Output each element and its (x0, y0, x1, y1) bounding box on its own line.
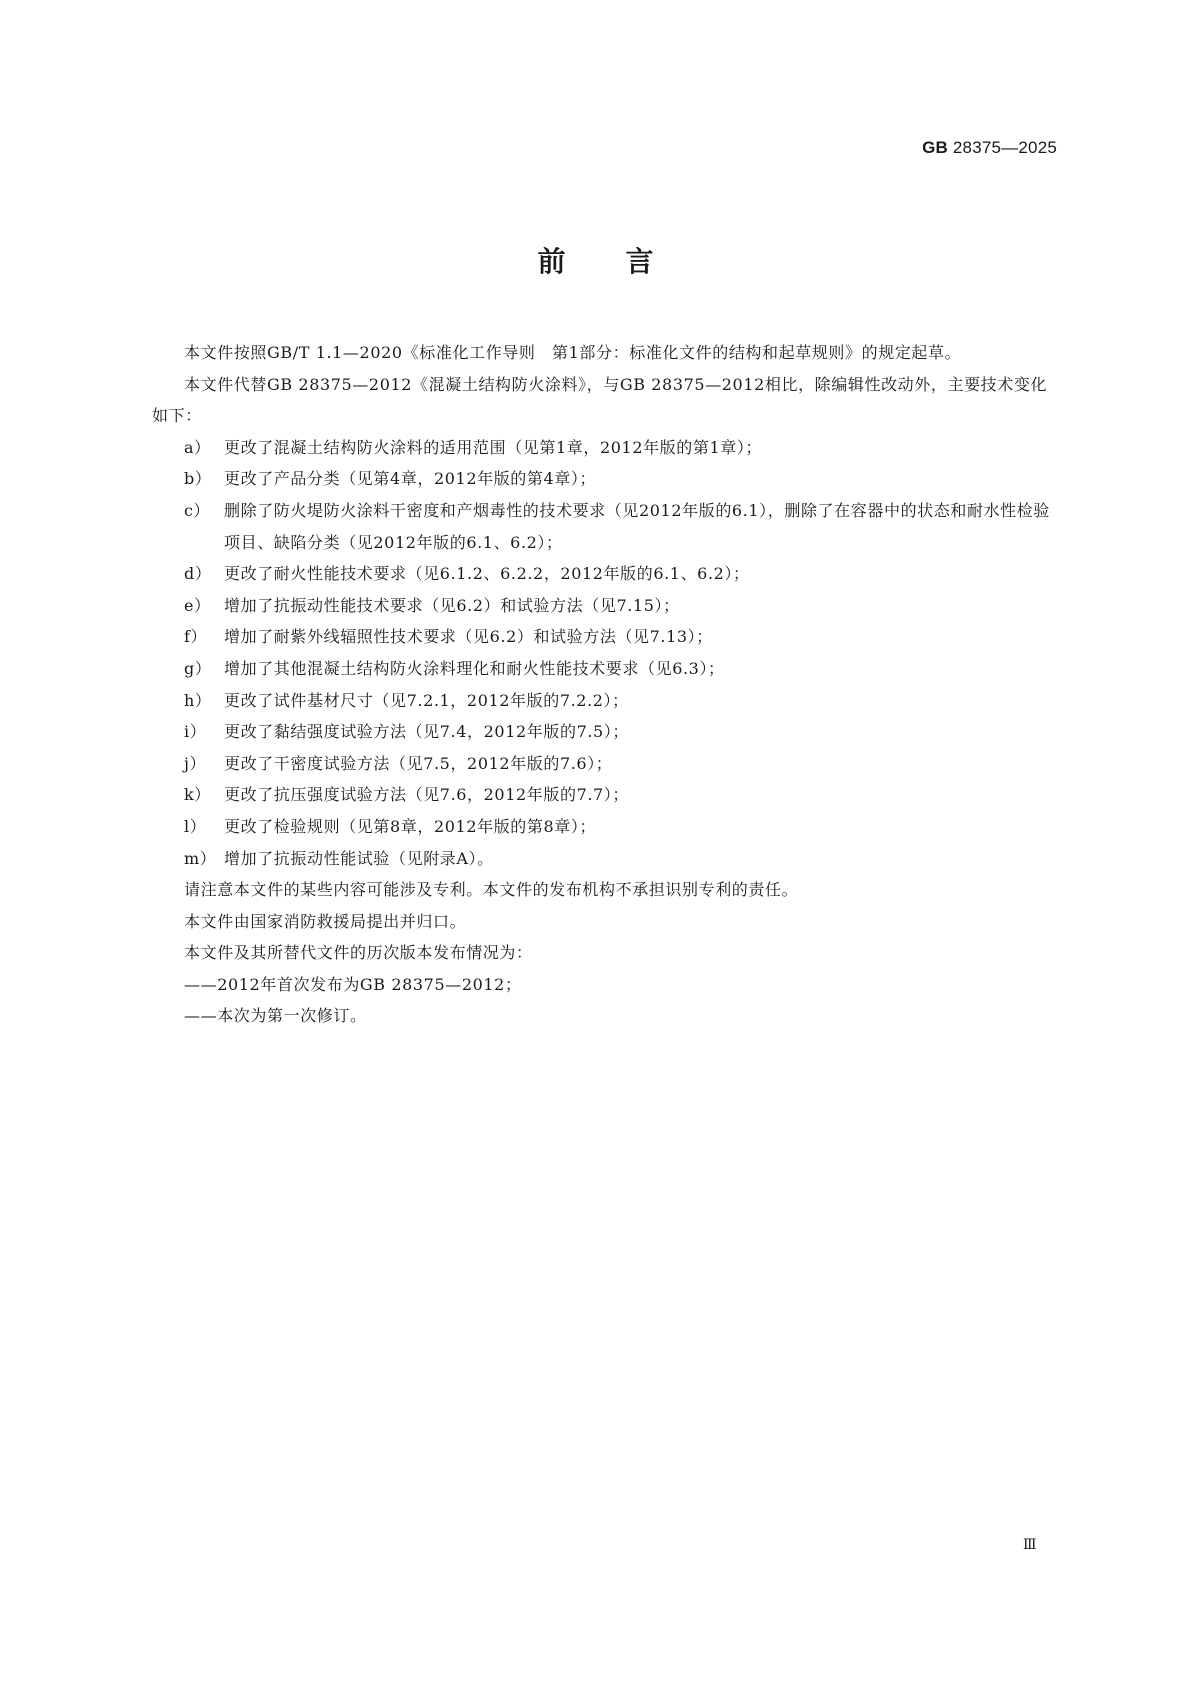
list-item-text: 更改了黏结强度试验方法（见7.4，2012年版的7.5）； (224, 722, 630, 742)
history-item: ——2012年首次发布为GB 28375—2012； (184, 974, 522, 994)
list-item-text: 增加了抗振动性能试验（见附录A）。 (224, 848, 494, 868)
drafting-rule-paragraph: 本文件按照GB/T 1.1—2020《标准化工作导则 第1部分：标准化文件的结构和起草规则》的规定起草。 (184, 343, 962, 362)
list-item-text: 增加了其他混凝土结构防火涂料理化和耐火性能技术要求（见6.3）； (224, 658, 725, 678)
foreword-body (152, 337, 1056, 1032)
history-item: ——本次为第一次修订。 (184, 1006, 367, 1026)
list-item (152, 685, 1056, 717)
list-item-mark: h） (184, 690, 212, 710)
list-item-text: 更改了试件基材尺寸（见7.2.1，2012年版的7.2.2）； (224, 690, 629, 710)
list-item-text: 更改了抗压强度试验方法（见7.6，2012年版的7.7）； (224, 785, 630, 805)
list-item-mark: i） (184, 722, 207, 742)
list-item-mark: j） (184, 753, 207, 773)
list-item-mark: k） (184, 785, 211, 805)
list-item (152, 843, 1056, 875)
list-item (152, 653, 1056, 685)
authority-statement: 本文件由国家消防救援局提出并归口。 (184, 911, 467, 931)
history-intro: 本文件及其所替代文件的历次版本发布情况为： (184, 943, 533, 963)
list-item-text: 增加了耐紫外线辐照性技术要求（见6.2）和试验方法（见7.13）； (224, 627, 713, 647)
list-item (152, 748, 1056, 780)
page-title: 前言 (537, 245, 714, 278)
list-item (152, 779, 1056, 811)
list-item (152, 432, 1056, 464)
replacement-paragraph: 本文件代替GB 28375—2012《混凝土结构防火涂料》，与GB 28375—2012相比，除编辑性改动外，主要技术变化如下： (152, 374, 1048, 426)
list-item (152, 463, 1056, 495)
list-item-mark: b） (184, 469, 212, 489)
list-item (152, 716, 1056, 748)
patent-notice: 请注意本文件的某些内容可能涉及专利。本文件的发布机构不承担识别专利的责任。 (184, 880, 799, 900)
standard-number: 28375—2025 (952, 138, 1057, 157)
list-item-text: 删除了防火堤防火涂料干密度和产烟毒性的技术要求（见2012年版的6.1），删除了在容器中的状态和耐水性检验项目、缺陷分类（见2012年版的6.1、6.2）； (224, 500, 1050, 552)
list-item-mark: l） (184, 816, 207, 836)
list-item-mark: c） (184, 500, 211, 520)
list-item-text: 更改了混凝土结构防火涂料的适用范围（见第1章，2012年版的第1章）； (224, 437, 763, 457)
list-item-mark: d） (184, 564, 212, 584)
changes-list (152, 432, 1056, 874)
list-item (152, 811, 1056, 843)
list-item-text: 更改了干密度试验方法（见7.5，2012年版的7.6）； (224, 753, 613, 773)
list-item-mark: f） (184, 627, 208, 647)
list-item-text: 更改了耐火性能技术要求（见6.1.2、6.2.2，2012年版的6.1、6.2）； (224, 564, 750, 584)
standard-prefix: GB (922, 138, 948, 157)
list-item-text: 更改了产品分类（见第4章，2012年版的第4章）； (224, 469, 597, 489)
standard-code (922, 138, 1057, 158)
list-item-text: 更改了检验规则（见第8章，2012年版的第8章）； (224, 816, 597, 836)
page-number: Ⅲ (1023, 1537, 1037, 1553)
list-item-mark: g） (184, 658, 212, 678)
list-item (152, 495, 1056, 558)
list-item-text: 增加了抗振动性能技术要求（见6.2）和试验方法（见7.15）； (224, 595, 680, 615)
list-item-mark: a） (184, 437, 211, 457)
list-item (152, 558, 1056, 590)
list-item-mark: m） (184, 848, 217, 868)
list-item-mark: e） (184, 595, 211, 615)
list-item (152, 621, 1056, 653)
list-item (152, 590, 1056, 622)
